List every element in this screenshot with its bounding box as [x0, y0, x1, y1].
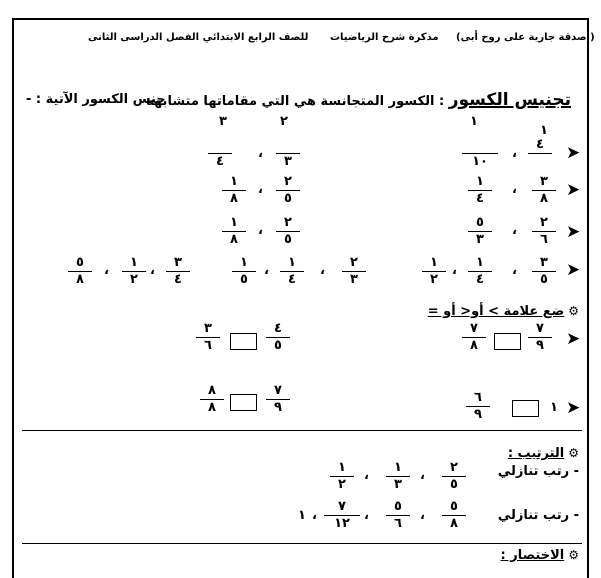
fraction: ٦ ٩: [466, 391, 490, 422]
comma: ،: [320, 263, 325, 278]
fraction: ١ ٣: [386, 461, 410, 492]
fraction: ٢ ٣: [342, 256, 366, 287]
comma: ،: [150, 263, 155, 278]
fraction: ١ ٢: [422, 256, 446, 287]
order-heading: ⚙الترتيب :: [507, 446, 579, 461]
fraction: ٤: [528, 138, 552, 169]
fraction: ١٠: [462, 138, 498, 169]
comma: ،: [512, 223, 517, 238]
fraction: ٣ ٤: [166, 256, 190, 287]
comma: ،: [258, 182, 263, 197]
fraction: ٧ ٨: [462, 322, 486, 353]
arrow-icon: ➤: [566, 329, 581, 349]
fraction: ٧ ١٢: [324, 500, 360, 531]
gear-icon: ⚙: [568, 548, 579, 562]
comma: ،: [452, 263, 457, 278]
fraction: ١ ٥: [232, 256, 256, 287]
comma: ،: [512, 182, 517, 197]
comma: ،: [312, 508, 317, 523]
comma: ،: [364, 468, 369, 483]
fraction: ١ ٢: [330, 461, 354, 492]
answer-box[interactable]: [230, 394, 257, 411]
comma: ،: [258, 223, 263, 238]
fraction: ٢ ٥: [442, 461, 466, 492]
fraction: ٢ ٥: [276, 216, 300, 247]
fraction: ١ ٤: [468, 256, 492, 287]
comma: ،: [258, 146, 263, 161]
fraction: ١ ٤: [280, 256, 304, 287]
arrow-icon: ➤: [566, 260, 581, 280]
arrow-icon: ➤: [566, 398, 581, 418]
gear-icon: ⚙: [568, 446, 579, 460]
task-instruction: جنس الكسور الآتية : -: [26, 92, 166, 107]
definition-text: : الكسور المتجانسة هي التي مقاماتها متشابهه: [146, 94, 445, 109]
whole-number: ١: [550, 400, 558, 415]
fraction-part: ٣: [219, 114, 227, 129]
fraction: ١ ٨: [222, 175, 246, 206]
comma: ،: [512, 146, 517, 161]
fraction: ٤ ٥: [266, 322, 290, 353]
fraction: ٥ ٨: [68, 256, 92, 287]
gear-icon: ⚙: [568, 304, 579, 318]
whole-number: ١: [298, 508, 306, 523]
fraction: ٤: [208, 138, 232, 169]
answer-box[interactable]: [494, 333, 521, 350]
compare-heading: ⚙ضع علامة > أو< أو =: [427, 304, 579, 319]
fraction: ٨ ٨: [200, 384, 224, 415]
arrow-icon: ➤: [566, 222, 581, 242]
fraction: ٥ ٣: [468, 216, 492, 247]
answer-box[interactable]: [512, 400, 539, 417]
fraction: ١ ٢: [122, 256, 146, 287]
comma: ،: [420, 508, 425, 523]
fraction: ٥ ٨: [442, 500, 466, 531]
fraction: ١ ٨: [222, 216, 246, 247]
fraction-part: ١: [470, 114, 478, 129]
answer-box[interactable]: [230, 333, 257, 350]
fraction: ٣ ٨: [532, 175, 556, 206]
header-dedication: ( صدقة جارية على روح أبى): [456, 32, 595, 43]
fraction: ٢ ٥: [276, 175, 300, 206]
divider: [22, 430, 582, 431]
fraction: ١: [540, 123, 548, 138]
comma: ،: [364, 508, 369, 523]
fraction: ٧ ٩: [528, 322, 552, 353]
section-title: [26, 90, 571, 110]
section-heading: تجنيس الكسور: [448, 90, 571, 110]
header-grade: للصف الرابع الابتدائي الفصل الدراسى الثانى: [88, 32, 309, 43]
fraction: ٣ ٦: [196, 322, 220, 353]
fraction: ٢ ٦: [532, 216, 556, 247]
fraction: ٥ ٦: [386, 500, 410, 531]
comma: ،: [104, 263, 109, 278]
comma: ،: [420, 468, 425, 483]
order-instruction-2: - رتب تنازلي: [497, 508, 579, 523]
fraction: ١ ٤: [468, 175, 492, 206]
fraction: ٣ ٥: [532, 256, 556, 287]
arrow-icon: ➤: [566, 143, 581, 163]
comma: ،: [512, 263, 517, 278]
order-instruction-1: - رتب تنازلي: [497, 464, 579, 479]
fraction: ٣: [276, 138, 300, 169]
divider: [22, 543, 582, 544]
simplify-heading: ⚙الاختصار :: [500, 548, 579, 563]
fraction: ٧ ٩: [266, 384, 290, 415]
fraction-part: ٢: [280, 114, 288, 129]
header-subject: مذكرة شرح الرياضيات: [330, 32, 439, 43]
comma: ،: [264, 263, 269, 278]
arrow-icon: ➤: [566, 180, 581, 200]
